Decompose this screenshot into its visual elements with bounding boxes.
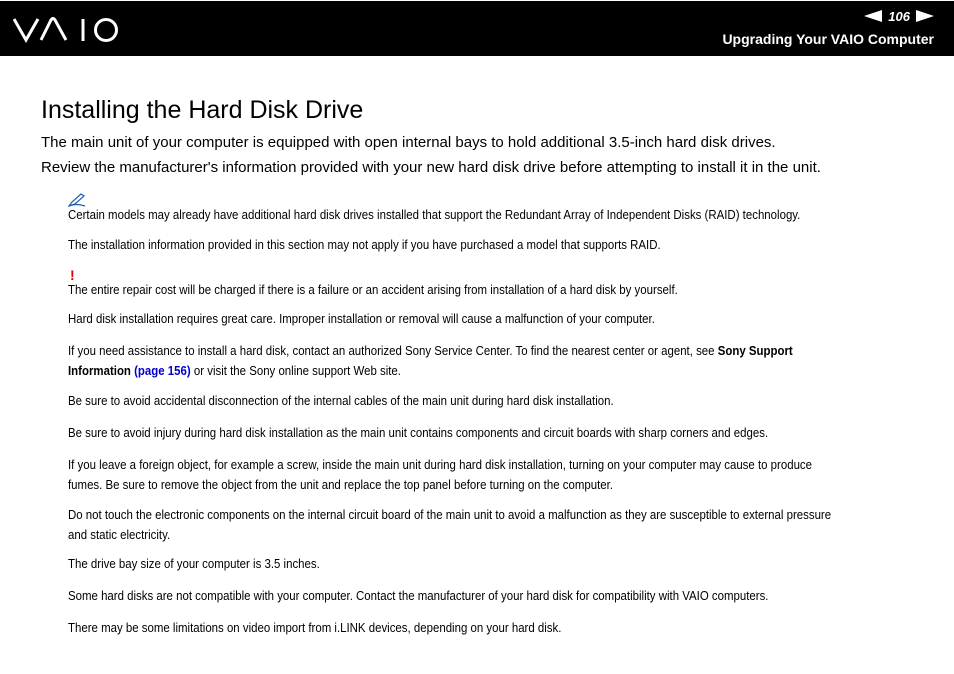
vaio-logo bbox=[13, 17, 121, 43]
caution-text-5b: fumes. Be sure to remove the object from the unit and replace the top panel before turning on the computer. bbox=[68, 477, 614, 492]
page-number: 106 bbox=[888, 8, 910, 24]
caution-text-2: Hard disk installation requires great care. Improper installation or removal will cause a malfunction of your computer. bbox=[68, 311, 655, 326]
caution-text-5a: If you leave a foreign object, for example a screw, inside the main unit during hard disk installation, turning on your computer may cause to produce bbox=[68, 457, 813, 472]
page-navigation bbox=[864, 7, 934, 25]
sony-support-reference: Sony Support bbox=[717, 343, 793, 358]
note-text-2: The installation information provided in this section may not apply if you have purchased a model that supports RAID. bbox=[68, 237, 661, 252]
intro-paragraph-1: The main unit of your computer is equipped with open internal bays to hold additional 3.5-inch hard disk drives. bbox=[41, 134, 776, 151]
section-title: Upgrading Your VAIO Computer bbox=[722, 31, 934, 47]
caution-text-4: Be sure to avoid injury during hard disk installation as the main unit contains components and circuit boards with sharp corners and edges. bbox=[68, 425, 769, 440]
caution-text-8: Some hard disks are not compatible with your computer. Contact the manufacturer of your hard disk for compatibility with VAIO computers. bbox=[68, 588, 769, 603]
caution-text-1: The entire repair cost will be charged if there is a failure or an accident arising from installation of a hard disk by yourself. bbox=[68, 282, 678, 297]
assistance-text-end: or visit the Sony online support Web site. bbox=[190, 363, 401, 378]
previous-page-arrow-icon[interactable] bbox=[864, 10, 882, 22]
caution-text-7: The drive bay size of your computer is 3.5 inches. bbox=[68, 556, 320, 571]
assistance-paragraph bbox=[68, 341, 926, 381]
page-title: Installing the Hard Disk Drive bbox=[41, 96, 364, 124]
caution-text-3: Be sure to avoid accidental disconnection of the internal cables of the main unit during hard disk installation. bbox=[68, 393, 614, 408]
page-156-link[interactable]: (page 156) bbox=[134, 363, 191, 378]
next-page-arrow-icon[interactable] bbox=[916, 10, 934, 22]
caution-text-9: There may be some limitations on video import from i.LINK devices, depending on your hard disk. bbox=[68, 620, 562, 635]
caution-text-6b: and static electricity. bbox=[68, 527, 171, 542]
assistance-text: If you need assistance to install a hard disk, contact an authorized Sony Service Center. To find the nearest center or agent, see bbox=[68, 343, 718, 358]
caution-icon: ! bbox=[70, 267, 75, 283]
information-reference: Information bbox=[68, 363, 131, 378]
page-header bbox=[0, 0, 954, 56]
note-text-1: Certain models may already have additional hard disk drives installed that support the Redundant Array of Independent Disks (RAID) technology. bbox=[68, 207, 801, 222]
intro-paragraph-2: Review the manufacturer's information provided with your new hard disk drive before attempting to install it in the unit. bbox=[41, 159, 821, 176]
caution-text-6a: Do not touch the electronic components on the internal circuit board of the main unit to avoid a malfunction as they are susceptible to external pressure bbox=[68, 507, 832, 522]
